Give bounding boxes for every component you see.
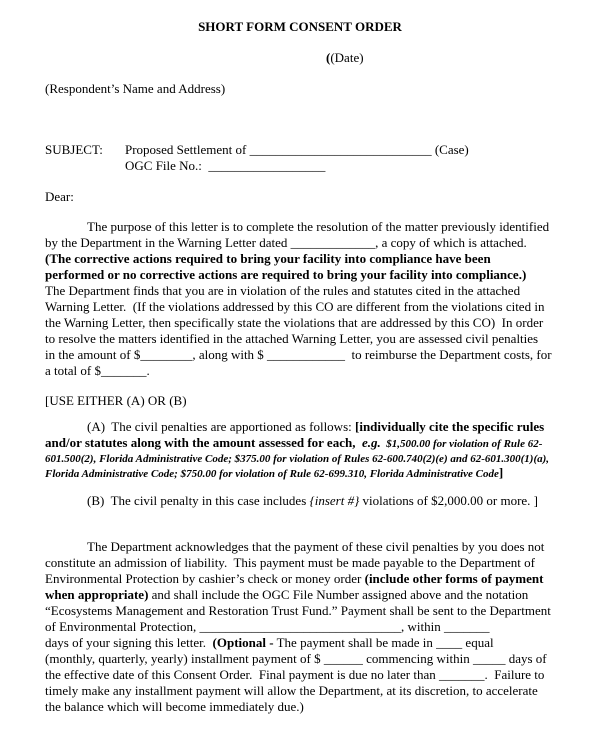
para1-line: to resolve the matters identified in the attached Warning Letter, you are assessed civil penalties	[45, 331, 539, 346]
respondent-placeholder: (Respondent’s Name and Address)	[45, 81, 226, 96]
subject-line-1: Proposed Settlement of ____________________________ (Case)	[125, 142, 469, 157]
para1-line: in the amount of $________, along with $ ____________ to reimburse the Department costs, for	[45, 347, 552, 362]
para1-line: Warning Letter. (If the violations addressed by this CO are different from the violations cited in	[45, 299, 545, 314]
subject-line-2: OGC File No.: __________________	[125, 158, 326, 173]
para1-line: by the Department in the Warning Letter dated _____________, a copy of which is attached.	[45, 235, 527, 250]
option-a-line-4: Florida Administrative Code; $750.00 for violation of Rule 62-699.310, Florida Administrative Code]	[45, 465, 504, 480]
para2-line: of Environmental Protection, _______________________________, within _______	[45, 619, 490, 634]
use-either-heading: [USE EITHER (A) OR (B)	[45, 393, 187, 408]
para2-line: “Ecosystems Management and Restoration Trust Fund.” Payment shall be sent to the Department	[45, 603, 551, 618]
option-a-line-2: and/or statutes along with the amount assessed for each, e.g. $1,500.00 for violation of Rule 62-	[45, 435, 543, 450]
para2-line: timely make any installment payment will allow the Department, at its discretion, to accelerate	[45, 683, 538, 698]
option-b-line: (B) The civil penalty in this case includes {insert #} violations of $2,000.00 or more. ]	[87, 493, 539, 508]
para1-line: The purpose of this letter is to complete the resolution of the matter previously identified	[87, 219, 550, 234]
para2-line-3: Environmental Protection by cashier’s check or money order (include other forms of payment	[45, 571, 544, 586]
para2-line: the balance which will become immediately due.)	[45, 699, 304, 714]
para2-line-4: when appropriate) and shall include the OGC File Number assigned above and the notation	[45, 587, 529, 602]
option-a-line-1: (A) The civil penalties are apportioned as follows: [individually cite the specific rules	[87, 419, 545, 434]
salutation: Dear:	[45, 189, 74, 204]
para1-line: The Department finds that you are in violation of the rules and statutes cited in the attached	[45, 283, 521, 298]
para2-line: The Department acknowledges that the payment of these civil penalties by you does not	[87, 539, 545, 554]
para2-line: (monthly, quarterly, yearly) installment payment of $ ______ commencing within _____ days of	[45, 651, 547, 666]
para1-line: a total of $_______.	[45, 363, 150, 378]
para2-line: constitute an admission of liability. This payment must be made payable to the Department of	[45, 555, 535, 570]
option-a-line-3: 601.500(2), Florida Administrative Code; $375.00 for violation of Rules 62-600.740(2)(e) and 62-601.300(1)(a),	[45, 453, 550, 465]
date-placeholder: ((Date)	[326, 50, 364, 65]
subject-label: SUBJECT:	[45, 142, 103, 157]
document-title: SHORT FORM CONSENT ORDER	[198, 19, 402, 34]
para1-bold-line: (The corrective actions required to bring your facility into compliance have been	[45, 251, 491, 266]
para1-bold-line: performed or no corrective actions are required to bring your facility into compliance.)	[45, 267, 527, 282]
para2-line: the effective date of this Consent Order. Final payment is due no later than _______. Failure to	[45, 667, 545, 682]
para2-line-7: days of your signing this letter. (Optional - The payment shall be made in ____ equal	[45, 635, 494, 650]
para1-line: the Warning Letter, then specifically state the violations that are addressed by this CO) In order	[45, 315, 544, 330]
